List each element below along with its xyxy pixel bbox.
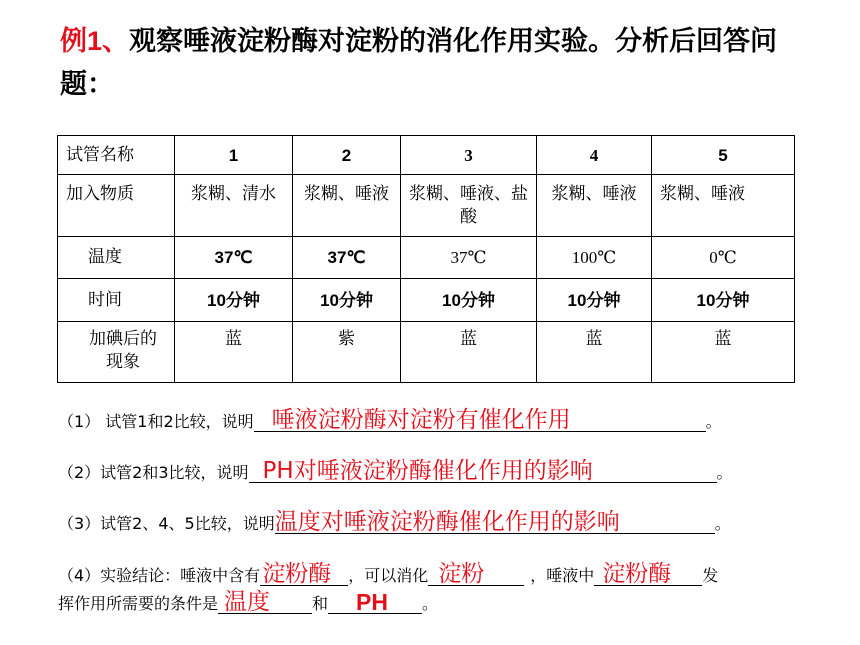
- table-cell: 蓝: [537, 322, 652, 383]
- question-title: [60, 20, 820, 106]
- table-cell: 蓝: [175, 322, 293, 383]
- answer-4b: 淀粉: [438, 561, 485, 587]
- table-cell: 3: [401, 136, 537, 175]
- question-3: [58, 509, 731, 535]
- table-cell: 浆糊、唾液: [293, 175, 401, 237]
- question-4-text: （4）实验结论：唾液中含有: [58, 566, 261, 585]
- question-4-text: 。: [422, 594, 439, 613]
- table-cell: 5: [652, 136, 795, 175]
- table-cell: 10分钟: [175, 279, 293, 322]
- answer-4a: 淀粉酶: [262, 561, 332, 587]
- table-cell: 加入物质: [58, 175, 175, 237]
- table-cell: 1: [175, 136, 293, 175]
- table-cell: 加碘后的现象: [58, 322, 175, 383]
- answer-4e: PH: [356, 589, 388, 615]
- table-cell: 蓝: [401, 322, 537, 383]
- answer-blank-4d: [218, 589, 312, 615]
- question-1-suffix: 。: [705, 412, 722, 431]
- answer-2: PH对唾液淀粉酶催化作用的影响: [262, 458, 593, 484]
- example-label: 例1、: [60, 26, 130, 56]
- question-2-prefix: （2）试管2和3比较，说明: [58, 463, 249, 482]
- table-cell: 37℃: [175, 237, 293, 279]
- table-row: [58, 237, 795, 279]
- table-cell: 10分钟: [652, 279, 795, 322]
- answer-blank-3: [274, 509, 715, 535]
- table-cell: 浆糊、清水: [175, 175, 293, 237]
- question-4-text: 和: [312, 594, 329, 613]
- question-4-text: 发: [702, 566, 719, 585]
- answer-1: 唾液淀粉酶对淀粉有催化作用: [271, 407, 571, 433]
- experiment-table: [57, 135, 795, 383]
- table-cell: 4: [537, 136, 652, 175]
- question-1: [58, 407, 722, 433]
- table-cell: 37℃: [293, 237, 401, 279]
- question-2-suffix: 。: [716, 463, 733, 482]
- question-3-prefix: （3）试管2、4、5比较，说明: [58, 514, 275, 533]
- question-4-text: ，可以消化: [348, 566, 429, 585]
- question-3-suffix: 。: [714, 514, 731, 533]
- title-text: 观察唾液淀粉酶对淀粉的消化作用实验。分析后回答问题：: [60, 26, 778, 100]
- table-cell: 温度: [58, 237, 175, 279]
- table-cell: 浆糊、唾液、盐酸: [401, 175, 537, 237]
- question-4-line-2: [58, 589, 439, 615]
- table-cell: 37℃: [401, 237, 537, 279]
- table-cell: 10分钟: [293, 279, 401, 322]
- question-4-text: ，唾液中: [530, 566, 595, 585]
- table-cell: 时间: [58, 279, 175, 322]
- table-row: [58, 175, 795, 237]
- answer-blank-2: [249, 458, 717, 484]
- question-1-prefix: （1） 试管1和2比较，说明: [58, 412, 254, 431]
- table-cell: 紫: [293, 322, 401, 383]
- table-cell: 试管名称: [58, 136, 175, 175]
- table-row: [58, 279, 795, 322]
- table-cell: 100℃: [537, 237, 652, 279]
- table-cell: 0℃: [652, 237, 795, 279]
- answer-blank-4c: [594, 561, 702, 587]
- answer-blank-4b: [428, 561, 524, 587]
- table-cell: 蓝: [652, 322, 795, 383]
- answer-blank-4e: [328, 589, 422, 615]
- table-cell: 2: [293, 136, 401, 175]
- table-row: [58, 322, 795, 383]
- question-2: [58, 458, 733, 484]
- answer-blank-1: [254, 407, 706, 433]
- answer-4d: 温度: [224, 589, 271, 615]
- table-header-row: [58, 136, 795, 175]
- table-cell: 浆糊、唾液: [652, 175, 795, 237]
- question-4-text: 挥作用所需要的条件是: [58, 594, 219, 613]
- table-cell: 10分钟: [537, 279, 652, 322]
- question-4-line-1: [58, 561, 719, 587]
- answer-blank-4a: [260, 561, 348, 587]
- table-cell: 10分钟: [401, 279, 537, 322]
- answer-4c: 淀粉酶: [602, 561, 672, 587]
- answer-3: 温度对唾液淀粉酶催化作用的影响: [274, 509, 620, 535]
- table-cell: 浆糊、唾液: [537, 175, 652, 237]
